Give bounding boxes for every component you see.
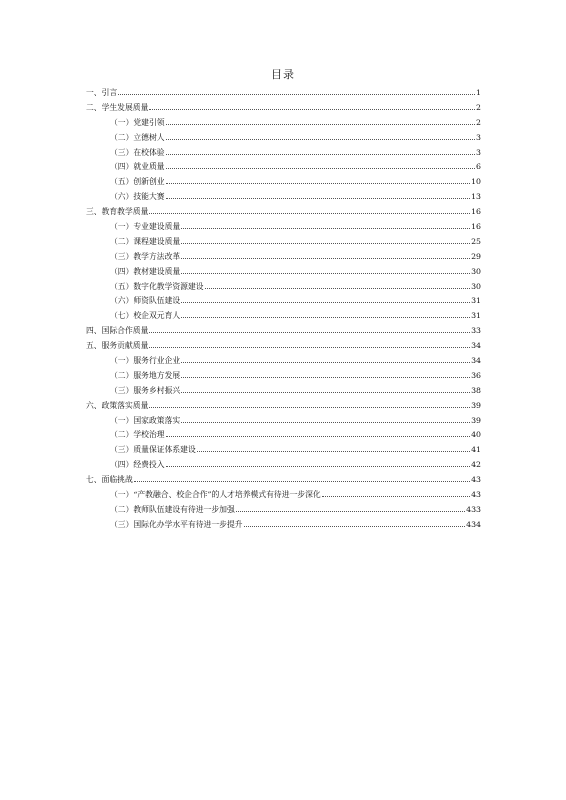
dot-leader [166,130,475,140]
dot-leader [166,427,471,437]
dot-leader [322,487,470,497]
dot-leader [166,457,471,467]
toc-subsection-entry[interactable] [86,174,481,189]
toc-page-number: 30 [471,281,481,291]
toc-subsection-entry[interactable] [86,189,481,204]
dot-leader [181,353,470,363]
dot-leader [134,472,470,482]
toc-title: 目录 [271,68,295,81]
toc-entry-label: （一）服务行业企业 [110,356,181,366]
toc-entry-label: （六）技能大赛 [110,192,165,202]
toc-entry-label: 一、引言 [86,88,118,97]
toc-section-entry[interactable] [86,85,481,100]
toc-entry-label: （二）服务地方发展 [110,370,181,380]
toc-subsection-entry[interactable] [86,413,481,428]
toc-subsection-entry[interactable] [86,502,481,517]
toc-entry-label: （四）经费投入 [110,460,165,470]
toc-entry-label: （三）在校体验 [110,147,165,157]
toc-entry-label: （四）教材建设质量 [110,266,181,276]
toc-page-number: 34 [471,341,481,351]
toc-entry-label: （三）质量保证体系建设 [110,445,196,455]
dot-leader [181,293,470,303]
dot-leader [166,189,471,199]
dot-leader [166,174,471,184]
toc-page-number: 2 [476,102,481,112]
dot-leader [181,249,470,259]
toc-subsection-entry[interactable] [86,353,481,368]
dot-leader [181,413,470,423]
dot-leader [166,115,475,125]
toc-entry-label: （五）数字化教学资源建设 [110,281,204,291]
toc-page-number: 31 [471,311,481,321]
toc-subsection-entry[interactable] [86,279,481,294]
toc-entry-label: （二）教师队伍建设有待进一步加强 [110,504,235,514]
toc-page-number: 38 [471,385,481,395]
dot-leader [181,264,470,274]
toc-page-number: 34 [471,356,481,366]
toc-page-number: 43 [471,490,481,500]
toc-entry-label: （二）立德树人 [110,132,165,142]
toc-section-entry[interactable] [86,204,481,219]
toc-subsection-entry[interactable] [86,427,481,442]
toc-section-entry[interactable] [86,398,481,413]
toc-entry-label: 五、服务贡献质量 [86,341,149,351]
toc-entry-label: （三）服务乡村振兴 [110,385,181,395]
toc-subsection-entry[interactable] [86,234,481,249]
toc-subsection-entry[interactable] [86,517,481,532]
toc-page-number: 42 [471,460,481,470]
toc-entry-label: （二）课程建设质量 [110,236,181,246]
toc-entry-label: 六、政策落实质量 [86,400,149,410]
toc-subsection-entry[interactable] [86,487,481,502]
toc-page-number: 40 [471,430,481,440]
dot-leader [244,517,466,527]
toc-entry-label: （七）校企双元育人 [110,311,181,321]
toc-subsection-entry[interactable] [86,115,481,130]
toc-subsection-entry[interactable] [86,219,481,234]
dot-leader [149,323,470,333]
toc-entry-label: （一）专业建设质量 [110,222,181,232]
toc-page-number: 10 [471,177,481,187]
toc-section-entry[interactable] [86,100,481,115]
toc-section-entry[interactable] [86,338,481,353]
dot-leader [181,368,470,378]
toc-page-number: 6 [476,162,481,172]
toc-subsection-entry[interactable] [86,442,481,457]
toc-entry-label: （四）就业质量 [110,162,165,172]
toc-page-number: 41 [471,445,481,455]
toc-subsection-entry[interactable] [86,368,481,383]
toc-page-number: 29 [471,251,481,261]
toc-entry-label: （二）学校治理 [110,430,165,440]
dot-leader [181,234,470,244]
toc-subsection-entry[interactable] [86,383,481,398]
toc-subsection-entry[interactable] [86,308,481,323]
toc-section-entry[interactable] [86,472,481,487]
toc-subsection-entry[interactable] [86,249,481,264]
toc-entry-label: （三）教学方法改革 [110,251,181,261]
toc-entry-label: （六）师资队伍建设 [110,296,181,306]
dot-leader [181,219,470,229]
dot-leader [181,308,470,318]
toc-entry-label: 三、教育教学质量 [86,207,149,217]
toc-page-number: 1 [476,88,481,97]
toc-page-number: 3 [476,147,481,157]
dot-leader [166,159,475,169]
dot-leader [197,442,470,452]
toc-subsection-entry[interactable] [86,264,481,279]
toc-entry-label: 二、学生发展质量 [86,102,149,112]
dot-leader [181,383,470,393]
dot-leader [149,398,470,408]
toc-entry-label: 四、国际合作质量 [86,326,149,336]
dot-leader [118,85,475,95]
toc-page-number: 39 [471,415,481,425]
toc-page-number: 25 [471,236,481,246]
dot-leader [149,338,470,348]
toc-entry-label: （三）国际化办学水平有待进一步提升 [110,519,243,529]
toc-page-number: 43 [471,475,481,485]
toc-page-number: 2 [476,117,481,127]
toc-entry-label: （一）国家政策落实 [110,415,181,425]
dot-leader [205,279,471,289]
toc-page-number: 3 [476,132,481,142]
toc-page-number: 434 [466,519,481,529]
dot-leader [149,100,475,110]
toc-subsection-entry[interactable] [86,130,481,145]
toc-page-number: 31 [471,296,481,306]
toc-page-number: 16 [471,222,481,232]
toc-page-number: 30 [471,266,481,276]
toc-page-number: 13 [471,192,481,202]
toc-section-entry[interactable] [86,323,481,338]
toc-page-number: 433 [466,504,481,514]
toc-page-number: 33 [471,326,481,336]
toc-subsection-entry[interactable] [86,159,481,174]
dot-leader [149,204,470,214]
toc-page-number: 39 [471,400,481,410]
toc-subsection-entry[interactable] [86,457,481,472]
toc-entry-label: 七、面临挑战 [86,475,133,485]
toc-subsection-entry[interactable] [86,293,481,308]
dot-leader [166,145,475,155]
toc-page-number: 36 [471,370,481,380]
table-of-contents [86,85,481,532]
toc-entry-label: （一）党建引领 [110,117,165,127]
toc-page-number: 16 [471,207,481,217]
toc-subsection-entry[interactable] [86,145,481,160]
dot-leader [236,502,465,512]
toc-entry-label: （一）“产教融合、校企合作”的人才培养模式有待进一步深化 [110,490,321,500]
toc-entry-label: （五）创新创业 [110,177,165,187]
